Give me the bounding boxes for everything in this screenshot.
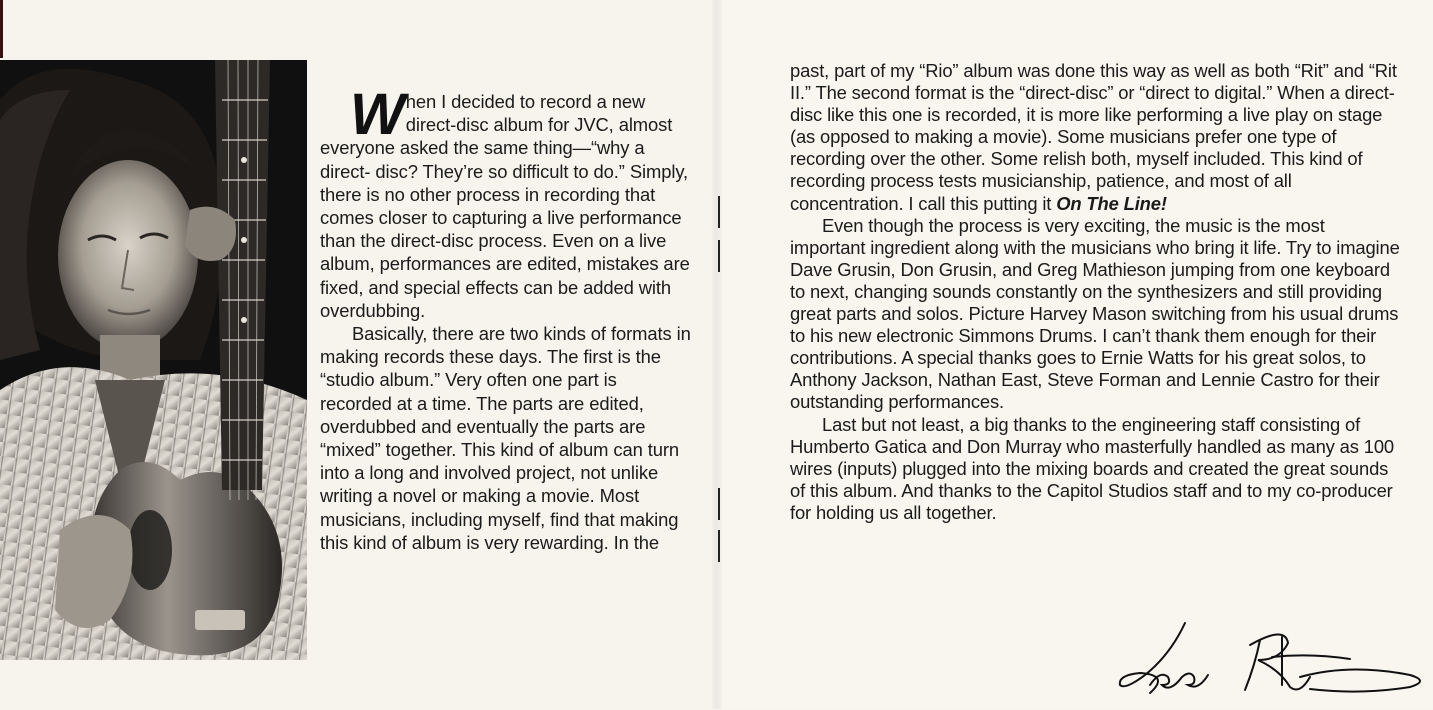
formats-paragraph: Basically, there are two kinds of formats in making records these days. The first is the “studio album.” Very often one part is recorded at a time. The parts are edited, overdubbed and eventually the parts are “mixed” together. This kind of album can turn into a long and involved project, not unlike writing a novel or making a movie. Most musicians, including myself, find that making this kind of album is very rewarding. In the [320, 323, 691, 553]
musicians-paragraph: Even though the process is very exciting, the music is the most important ingredient along with the musicians who bring it life. Try to imagine Dave Grusin, Don Grusin, and Greg Mathieson jumping from one keyboard to next, changing sounds constantly on the synthesizers and still providing great parts and solos. Picture Harvey Mason switching from his usual drums to his new electronic Simmons Drums. I can’t thank them enough for their contributions. A special thanks goes to Ernie Watts for his great solos, to Anthony Jackson, Nathan East, Steve Forman and Lennie Castro for their outstanding performances. [790, 214, 1400, 413]
right-text-column [790, 60, 1400, 524]
continued-text: past, part of my “Rio” album was done this way as well as both “Rit” and “Rit II.” The second format is the “direct-disc” or “direct to digital.” When a direct-disc like this one is recorded, it is more like performing a live play on stage (as opposed to making a movie). Some musicians prefer one type of recording over the other. Some relish both, myself included. This kind of recording process tests musicianship, patience, and most of all concentration. I call this putting it [790, 60, 1397, 214]
drop-cap: W [350, 82, 402, 147]
handwritten-signature [1110, 615, 1430, 705]
center-fold [712, 0, 722, 709]
page-edge-mark [0, 0, 3, 58]
album-title-emphasis: On The Line! [1056, 192, 1167, 214]
left-text-column [320, 82, 692, 554]
continued-paragraph [790, 60, 1400, 215]
binding-mark [718, 488, 720, 520]
binding-mark [718, 240, 720, 272]
intro-text: hen I decided to record a new direct-disc album for JVC, almost everyone asked the same thing—“why a direct- disc? They’re so difficult to do.” Simply, there is no other process in recording that comes closer to capturing a live performance than the direct-disc process. Even on a live album, performances are edited, mistakes are fixed, and special effects can be added with overdubbing. [320, 91, 690, 321]
intro-paragraph [320, 82, 692, 322]
thanks-paragraph: Last but not least, a big thanks to the engineering staff consisting of Humberto Gatica and Don Murray who masterfully handled as many as 100 wires (inputs) plugged into the mixing boards and created the great sounds of this album. And thanks to the Capitol Studios staff and to my co-producer for holding us all together. [790, 413, 1394, 523]
artist-photo [0, 60, 307, 660]
binding-mark [718, 530, 720, 562]
binding-mark [718, 196, 720, 228]
